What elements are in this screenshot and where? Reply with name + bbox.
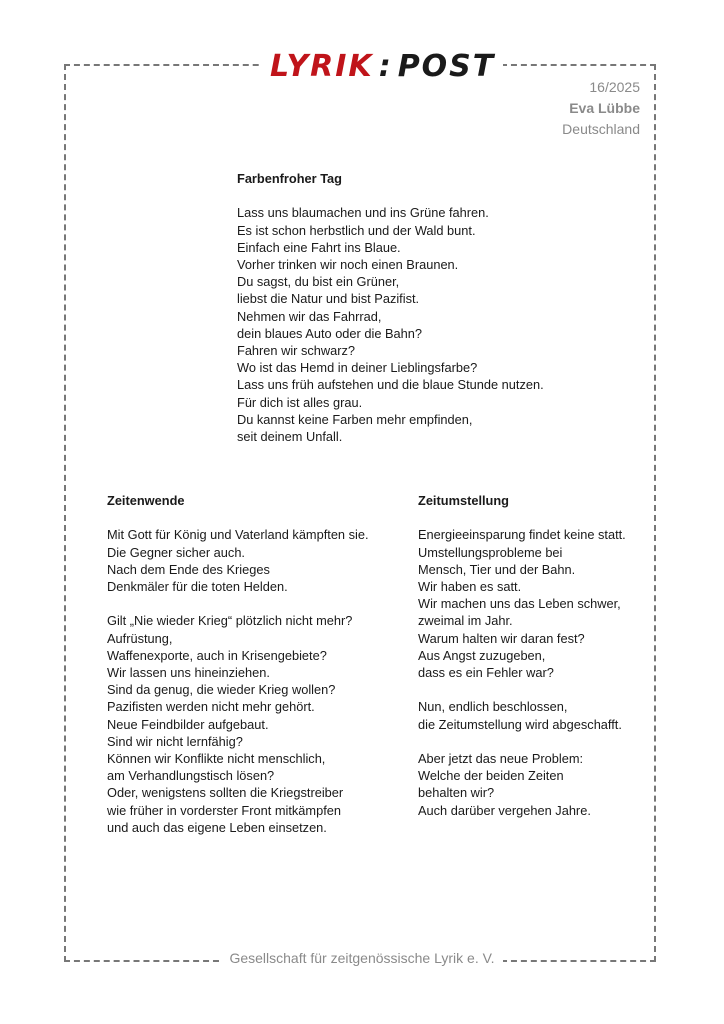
poem-farbenfroher-tag [237, 170, 544, 462]
poem-line: Einfach eine Fahrt ins Blaue. [237, 239, 401, 255]
poem-line: liebst die Natur und bist Pazifist. [237, 291, 420, 307]
poem-title: Farbenfroher Tag [237, 171, 342, 186]
poem-line: Lass uns blaumachen und ins Grüne fahren. [237, 205, 489, 221]
logo-separator: : [378, 48, 393, 84]
poem-stanza [237, 204, 544, 445]
poem-line: zweimal im Jahr. [418, 613, 513, 629]
poem-line: Die Gegner sicher auch. [107, 544, 245, 560]
poem-line: Aber jetzt das neue Problem: [418, 751, 584, 766]
poem-line: Nehmen wir das Fahrrad, [237, 308, 382, 324]
poem-stanza [107, 612, 369, 836]
poem-line: Mensch, Tier und der Bahn. [418, 561, 576, 577]
poem-line: die Zeitumstellung wird abgeschafft. [418, 716, 622, 732]
footer [0, 950, 724, 968]
poem-line: und auch das eigene Leben einsetzen. [107, 819, 327, 835]
poem-line: Sind da genug, die wieder Krieg wollen? [107, 682, 336, 698]
author-name: Eva Lübbe [569, 100, 640, 116]
poem-line: Vorher trinken wir noch einen Braunen. [237, 257, 459, 272]
poem-line: Denkmäler für die toten Helden. [107, 579, 288, 594]
logo-post: POST [397, 48, 496, 84]
poem-line: Aus Angst zuzugeben, [418, 647, 546, 663]
poem-line: am Verhandlungstisch lösen? [107, 768, 275, 784]
poem-line: Neue Feindbilder aufgebaut. [107, 716, 269, 732]
logo-lyrik: LYRIK [270, 48, 374, 84]
poem-line: Energieeinsparung findet keine statt. [418, 527, 626, 543]
lyrik-post-logo [262, 46, 503, 86]
poem-line: Nach dem Ende des Krieges [107, 561, 270, 577]
poem-line: Lass uns früh aufstehen und die blaue Stunde nutzen. [237, 377, 544, 393]
poem-line: Waffenexporte, auch in Krisengebiete? [107, 647, 327, 663]
poem-line: Du sagst, du bist ein Grüner, [237, 274, 400, 290]
poem-line: Für dich ist alles grau. [237, 394, 363, 410]
poem-line: Du kannst keine Farben mehr empfinden, [237, 411, 473, 427]
poem-line: Fahren wir schwarz? [237, 343, 356, 359]
poem-stanza [107, 526, 369, 595]
poem-line: Warum halten wir daran fest? [418, 630, 585, 646]
author-country: Deutschland [562, 121, 640, 137]
poem-line: Wir lassen uns hineinziehen. [107, 665, 270, 680]
issue-number: 16/2025 [589, 79, 640, 95]
poem-line: Auch darüber vergehen Jahre. [418, 802, 591, 818]
poem-line: Sind wir nicht lernfähig? [107, 733, 243, 749]
poem-line: wie früher in vorderster Front mitkämpfen [107, 802, 341, 818]
poem-title: Zeitumstellung [418, 493, 510, 508]
poem-line: Wir haben es satt. [418, 579, 522, 594]
poem-line: Nun, endlich beschlossen, [418, 699, 568, 715]
poem-line: Pazifisten werden nicht mehr gehört. [107, 699, 315, 715]
footer-text: Gesellschaft für zeitgenössische Lyrik e. V. [221, 950, 502, 966]
poem-line: Mit Gott für König und Vaterland kämpften sie. [107, 527, 369, 543]
poem-line: Es ist schon herbstlich und der Wald bunt. [237, 222, 476, 238]
poem-line: Wir machen uns das Leben schwer, [418, 596, 621, 612]
poem-stanza [418, 526, 626, 681]
issue-meta [562, 77, 640, 140]
poem-zeitumstellung [418, 492, 626, 836]
poem-line: Umstellungsprobleme bei [418, 544, 563, 560]
poem-line: dass es ein Fehler war? [418, 665, 554, 681]
poem-line: seit deinem Unfall. [237, 429, 343, 445]
poem-stanza [418, 750, 626, 819]
poem-line: Welche der beiden Zeiten [418, 768, 564, 784]
poem-line: Aufrüstung, [107, 630, 173, 646]
poem-line: Können wir Konflikte nicht menschlich, [107, 751, 326, 767]
poem-line: Gilt „Nie wieder Krieg“ plötzlich nicht mehr? [107, 613, 353, 629]
poem-line: Wo ist das Hemd in deiner Lieblingsfarbe? [237, 360, 478, 376]
poem-stanza [418, 698, 626, 732]
poem-line: Oder, wenigstens sollten die Kriegstreiber [107, 785, 344, 801]
poem-title: Zeitenwende [107, 493, 185, 508]
poem-zeitenwende [107, 492, 369, 853]
poem-line: dein blaues Auto oder die Bahn? [237, 325, 422, 341]
poem-line: behalten wir? [418, 785, 495, 801]
